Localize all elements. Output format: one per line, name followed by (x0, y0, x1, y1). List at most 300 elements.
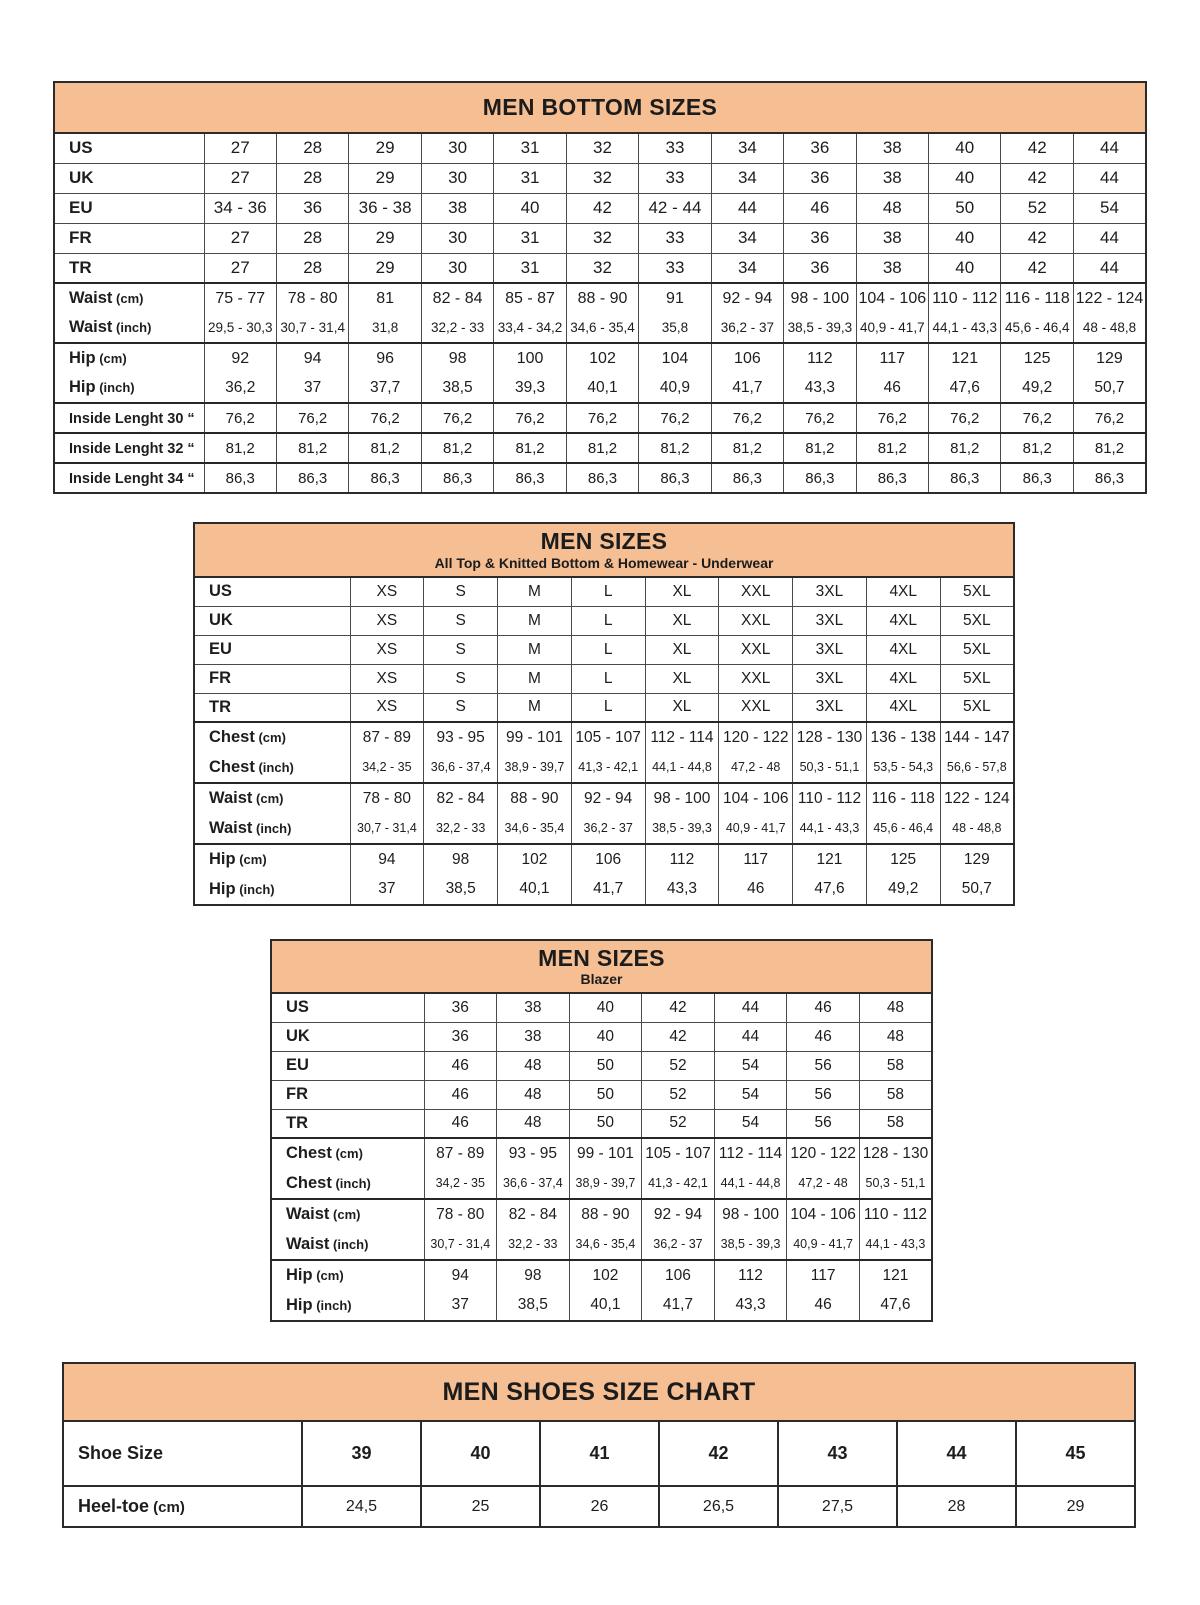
row-label: FR (54, 223, 204, 253)
table-cell: 25 (421, 1486, 540, 1527)
table-cell: 44 (1073, 223, 1146, 253)
row-label: Hip (cm) (194, 844, 350, 874)
table-cell: 37 (350, 874, 424, 905)
table-cell: 40 (494, 193, 566, 223)
table-cell: 48 - 48,8 (1073, 313, 1146, 343)
table-cell: 86,3 (929, 463, 1001, 493)
table-row (54, 313, 1146, 343)
table-cell: 3XL (793, 606, 867, 635)
table-row (54, 373, 1146, 403)
table-cell: 4XL (866, 693, 940, 722)
table-cell: 47,6 (859, 1290, 932, 1321)
table-cell: 120 - 122 (719, 722, 793, 752)
table-cell: 76,2 (1001, 403, 1073, 433)
table-cell: 44,1 - 43,3 (929, 313, 1001, 343)
table-cell: 35,8 (639, 313, 711, 343)
table-cell: 110 - 112 (793, 783, 867, 813)
table-cell: XL (645, 635, 719, 664)
table-cell: 49,2 (866, 874, 940, 905)
table-cell: 86,3 (784, 463, 856, 493)
table-cell: 44 (897, 1421, 1016, 1486)
table-subtitle: All Top & Knitted Bottom & Homewear - Underwear (434, 554, 774, 571)
table-cell: 36,6 - 37,4 (497, 1168, 570, 1199)
table-cell: 99 - 101 (498, 722, 572, 752)
table-title: MEN SHOES SIZE CHART (442, 1377, 756, 1406)
row-label: Chest (inch) (209, 757, 294, 776)
table-cell: 29 (349, 223, 421, 253)
table-cell: 43,3 (645, 874, 719, 905)
table-row (194, 722, 1014, 752)
table-cell: 37 (424, 1290, 497, 1321)
table-cell: 116 - 118 (866, 783, 940, 813)
table-cell: 76,2 (421, 403, 493, 433)
table-cell: 121 (793, 844, 867, 874)
table-header (54, 82, 1146, 133)
row-label: Waist (inch) (209, 818, 292, 837)
table-row (271, 1199, 932, 1229)
table-cell: 44 (1073, 163, 1146, 193)
table-cell: 26 (540, 1486, 659, 1527)
table-cell: 3XL (793, 635, 867, 664)
table-cell: 40,9 (639, 373, 711, 403)
table-cell: 47,6 (793, 874, 867, 905)
row-label: Chest (cm) (271, 1138, 424, 1168)
table-cell: 110 - 112 (929, 283, 1001, 313)
table-cell: 100 (494, 343, 566, 373)
table-cell: 42 (659, 1421, 778, 1486)
table-cell: 96 (349, 343, 421, 373)
table-cell: 94 (350, 844, 424, 874)
table-cell: 37 (276, 373, 348, 403)
table-header-row (194, 523, 1014, 577)
table-cell: XS (350, 664, 424, 693)
table-cell: XL (645, 693, 719, 722)
row-label: Hip (inch) (69, 378, 135, 396)
table-cell: 34 (711, 163, 783, 193)
table-cell: 99 - 101 (569, 1138, 642, 1168)
table-cell: 33 (639, 223, 711, 253)
table-cell: 29 (349, 253, 421, 283)
table-cell: 27 (204, 163, 276, 193)
table-cell: 52 (642, 1080, 715, 1109)
table-row (54, 463, 1146, 493)
row-label: TR (194, 693, 350, 722)
table-header (194, 523, 1014, 577)
table-cell: 104 - 106 (719, 783, 793, 813)
row-label: US (194, 577, 350, 606)
table-cell: 94 (276, 343, 348, 373)
table-cell: 44,1 - 43,3 (793, 813, 867, 844)
table-cell: 4XL (866, 606, 940, 635)
table-cell: 5XL (940, 693, 1014, 722)
row-label: US (271, 993, 424, 1022)
table-cell: 50,7 (1073, 373, 1146, 403)
table-row (63, 1421, 1135, 1486)
table-cell: 40,9 - 41,7 (856, 313, 928, 343)
table-cell: 58 (859, 1080, 932, 1109)
table-cell: 30,7 - 31,4 (424, 1229, 497, 1260)
table-cell: 28 (276, 223, 348, 253)
table-cell: 36,2 - 37 (571, 813, 645, 844)
table-cell: 32,2 - 33 (424, 813, 498, 844)
table-cell: 3XL (793, 577, 867, 606)
table-cell: L (571, 664, 645, 693)
table-cell: 105 - 107 (571, 722, 645, 752)
table-cell: 54 (714, 1080, 787, 1109)
table-cell: 36,6 - 37,4 (424, 752, 498, 783)
table-title: MEN BOTTOM SIZES (482, 94, 718, 121)
table-cell: 81,2 (784, 433, 856, 463)
table-cell: M (498, 606, 572, 635)
table-cell: 30,7 - 31,4 (350, 813, 424, 844)
table-cell: 33 (639, 133, 711, 163)
table-cell: 31 (494, 223, 566, 253)
table-cell: 46 (787, 1290, 860, 1321)
table-cell: M (498, 693, 572, 722)
table-cell: 38 (421, 193, 493, 223)
table-cell: 50 (569, 1109, 642, 1138)
table-cell: 76,2 (639, 403, 711, 433)
table-cell: 31 (494, 253, 566, 283)
table-cell: 40 (569, 1022, 642, 1051)
row-label: US (54, 133, 204, 163)
table-cell: 76,2 (856, 403, 928, 433)
table-cell: 44 (1073, 133, 1146, 163)
table-cell: 76,2 (1073, 403, 1146, 433)
table-cell: 5XL (940, 635, 1014, 664)
table-cell: 45,6 - 46,4 (866, 813, 940, 844)
table-cell: 81 (349, 283, 421, 313)
table-cell: M (498, 577, 572, 606)
row-label: Waist (cm) (194, 783, 350, 813)
men-shoes-table (62, 1362, 1136, 1528)
row-label: Waist (cm) (271, 1199, 424, 1229)
table-cell: 76,2 (276, 403, 348, 433)
row-label: Waist (inch) (69, 318, 152, 336)
table-cell: 44 (714, 993, 787, 1022)
table-row (271, 1229, 932, 1260)
table-cell: 87 - 89 (350, 722, 424, 752)
table-cell: 112 - 114 (714, 1138, 787, 1168)
table-cell: 39,3 (494, 373, 566, 403)
table-cell: 46 (787, 1022, 860, 1051)
table-cell: 86,3 (494, 463, 566, 493)
table-cell: 76,2 (784, 403, 856, 433)
table-cell: 34,6 - 35,4 (498, 813, 572, 844)
table-cell: L (571, 577, 645, 606)
row-label: Chest (cm) (194, 722, 350, 752)
table-cell: 36 - 38 (349, 193, 421, 223)
table-cell: 81,2 (421, 433, 493, 463)
table-row (54, 133, 1146, 163)
table-cell: 48 (859, 993, 932, 1022)
table-cell: 32,2 - 33 (497, 1229, 570, 1260)
table-cell: 36 (276, 193, 348, 223)
row-label: EU (194, 635, 350, 664)
table-cell: 3XL (793, 664, 867, 693)
table-cell: 46 (424, 1109, 497, 1138)
row-label: EU (54, 193, 204, 223)
table-row (271, 1290, 932, 1321)
table-cell: 54 (714, 1109, 787, 1138)
table-cell: 32 (566, 133, 638, 163)
table-cell: 29 (349, 163, 421, 193)
table-cell: 81,2 (856, 433, 928, 463)
table-cell: 50,3 - 51,1 (793, 752, 867, 783)
table-cell: 27 (204, 223, 276, 253)
table-cell: 42 (1001, 163, 1073, 193)
table-cell: XS (350, 635, 424, 664)
table-cell: 125 (1001, 343, 1073, 373)
table-row (271, 1080, 932, 1109)
table-cell: 42 (1001, 133, 1073, 163)
table-cell: 38,5 (424, 874, 498, 905)
men-sizes-top-table (193, 522, 1015, 906)
table-row (194, 783, 1014, 813)
table-cell: 42 (642, 993, 715, 1022)
table-cell: 128 - 130 (793, 722, 867, 752)
table-cell: 86,3 (421, 463, 493, 493)
table-cell: 45 (1016, 1421, 1135, 1486)
table-cell: 56,6 - 57,8 (940, 752, 1014, 783)
table-cell: 38 (856, 253, 928, 283)
table-cell: 31 (494, 133, 566, 163)
table-cell: 104 (639, 343, 711, 373)
table-cell: 85 - 87 (494, 283, 566, 313)
table-cell: 33 (639, 253, 711, 283)
table-cell: 38,5 - 39,3 (645, 813, 719, 844)
table-cell: 40,1 (498, 874, 572, 905)
table-row (54, 193, 1146, 223)
table-cell: 47,2 - 48 (719, 752, 793, 783)
table-cell: 120 - 122 (787, 1138, 860, 1168)
table-cell: 76,2 (349, 403, 421, 433)
table-row (54, 403, 1146, 433)
table-row (194, 874, 1014, 905)
table-cell: 42 (1001, 253, 1073, 283)
table-cell: L (571, 693, 645, 722)
table-cell: 30 (421, 133, 493, 163)
table-cell: 38 (856, 223, 928, 253)
table-row (194, 693, 1014, 722)
table-cell: 34,6 - 35,4 (569, 1229, 642, 1260)
table-cell: 29 (1016, 1486, 1135, 1527)
table-cell: 41,7 (642, 1290, 715, 1321)
table-cell: 117 (856, 343, 928, 373)
table-cell: 121 (929, 343, 1001, 373)
table-cell: 88 - 90 (498, 783, 572, 813)
table-cell: XL (645, 664, 719, 693)
table-cell: 46 (424, 1051, 497, 1080)
table-cell: 28 (276, 133, 348, 163)
table-cell: S (424, 664, 498, 693)
table-cell: 52 (642, 1109, 715, 1138)
table-cell: 102 (569, 1260, 642, 1290)
row-label: Heel-toe (cm) (63, 1486, 302, 1527)
table-cell: 36 (784, 223, 856, 253)
row-label: Chest (inch) (286, 1173, 371, 1192)
table-row (194, 577, 1014, 606)
table-cell: 36 (784, 163, 856, 193)
table-cell: 36 (784, 133, 856, 163)
table-title: MEN SIZES (540, 528, 668, 555)
table-cell: 5XL (940, 664, 1014, 693)
table-cell: 92 - 94 (571, 783, 645, 813)
table-cell: 40 (929, 163, 1001, 193)
table-cell: 121 (859, 1260, 932, 1290)
table-cell: 81,2 (349, 433, 421, 463)
table-cell: 43 (778, 1421, 897, 1486)
table-cell: 52 (642, 1051, 715, 1080)
table-cell: 40,9 - 41,7 (787, 1229, 860, 1260)
table-cell: 43,3 (714, 1290, 787, 1321)
table-cell: 38,5 (421, 373, 493, 403)
table-cell: 129 (1073, 343, 1146, 373)
table-cell: 50 (569, 1080, 642, 1109)
table-cell: 94 (424, 1260, 497, 1290)
table-cell: 75 - 77 (204, 283, 276, 313)
table-cell: XS (350, 606, 424, 635)
table-cell: 44 (711, 193, 783, 223)
table-cell: XXL (719, 635, 793, 664)
table-row (54, 433, 1146, 463)
table-cell: 27,5 (778, 1486, 897, 1527)
table-cell: 128 - 130 (859, 1138, 932, 1168)
table-cell: 38,9 - 39,7 (569, 1168, 642, 1199)
table-cell: 86,3 (1001, 463, 1073, 493)
table-row (271, 1051, 932, 1080)
table-cell: 30 (421, 223, 493, 253)
table-cell: 28 (276, 163, 348, 193)
table-cell: XXL (719, 577, 793, 606)
table-cell: 34,6 - 35,4 (566, 313, 638, 343)
table-cell: 81,2 (1073, 433, 1146, 463)
table-cell: 38,5 - 39,3 (714, 1229, 787, 1260)
row-label: Hip (cm) (54, 343, 204, 373)
table-cell: 38 (497, 1022, 570, 1051)
table-cell: 38 (497, 993, 570, 1022)
table-cell: 56 (787, 1109, 860, 1138)
table-row (271, 1260, 932, 1290)
table-cell: 44 (714, 1022, 787, 1051)
table-cell: XL (645, 606, 719, 635)
table-cell: XXL (719, 664, 793, 693)
table-cell: 44,1 - 44,8 (645, 752, 719, 783)
table-cell: S (424, 693, 498, 722)
row-label: TR (271, 1109, 424, 1138)
table-cell: L (571, 606, 645, 635)
table-cell: 93 - 95 (497, 1138, 570, 1168)
table-cell: 5XL (940, 606, 1014, 635)
table-cell: 34 (711, 223, 783, 253)
table-header-row (271, 940, 932, 993)
table-cell: 26,5 (659, 1486, 778, 1527)
table-cell: 86,3 (204, 463, 276, 493)
table-header-row (54, 82, 1146, 133)
table-cell: 81,2 (639, 433, 711, 463)
table-cell: 38,5 (497, 1290, 570, 1321)
table-cell: 86,3 (639, 463, 711, 493)
table-cell: 38,9 - 39,7 (498, 752, 572, 783)
table-cell: XL (645, 577, 719, 606)
table-cell: 98 - 100 (714, 1199, 787, 1229)
table-cell: 44 (1073, 253, 1146, 283)
table-cell: 81,2 (276, 433, 348, 463)
table-cell: 104 - 106 (856, 283, 928, 313)
table-row (194, 664, 1014, 693)
table-cell: 30 (421, 253, 493, 283)
row-label: FR (194, 664, 350, 693)
table-cell: 36,2 (204, 373, 276, 403)
table-cell: 46 (856, 373, 928, 403)
table-cell: 34 - 36 (204, 193, 276, 223)
table-cell: 49,2 (1001, 373, 1073, 403)
table-cell: 36,2 - 37 (711, 313, 783, 343)
table-cell: 46 (424, 1080, 497, 1109)
table-cell: 32 (566, 253, 638, 283)
table-cell: 76,2 (929, 403, 1001, 433)
table-cell: 38 (856, 163, 928, 193)
table-cell: 44,1 - 43,3 (859, 1229, 932, 1260)
table-cell: 46 (784, 193, 856, 223)
table-cell: 93 - 95 (424, 722, 498, 752)
table-cell: 36 (784, 253, 856, 283)
table-row (194, 813, 1014, 844)
table-cell: M (498, 635, 572, 664)
table-cell: 102 (566, 343, 638, 373)
table-cell: 38 (856, 133, 928, 163)
table-cell: 56 (787, 1080, 860, 1109)
table-cell: 117 (719, 844, 793, 874)
table-cell: 92 (204, 343, 276, 373)
table-cell: 24,5 (302, 1486, 421, 1527)
table-cell: 56 (787, 1051, 860, 1080)
table-cell: 98 (421, 343, 493, 373)
table-cell: 98 - 100 (645, 783, 719, 813)
table-cell: 81,2 (566, 433, 638, 463)
table-cell: XXL (719, 606, 793, 635)
table-cell: 46 (787, 993, 860, 1022)
table-header (63, 1363, 1135, 1421)
table-cell: 76,2 (494, 403, 566, 433)
table-row (54, 163, 1146, 193)
table-cell: S (424, 606, 498, 635)
table-cell: XXL (719, 693, 793, 722)
table-cell: 125 (866, 844, 940, 874)
table-cell: 40 (929, 133, 1001, 163)
men-bottom-sizes-table (53, 81, 1147, 494)
table-cell: 42 (1001, 223, 1073, 253)
table-header (271, 940, 932, 993)
row-label: UK (271, 1022, 424, 1051)
table-cell: 58 (859, 1109, 932, 1138)
table-cell: 76,2 (204, 403, 276, 433)
table-cell: 122 - 124 (940, 783, 1014, 813)
table-cell: 87 - 89 (424, 1138, 497, 1168)
table-cell: 81,2 (494, 433, 566, 463)
table-title: MEN SIZES (538, 944, 665, 971)
table-cell: 48 (497, 1109, 570, 1138)
table-cell: 47,2 - 48 (787, 1168, 860, 1199)
row-label: FR (271, 1080, 424, 1109)
table-cell: 50,3 - 51,1 (859, 1168, 932, 1199)
table-cell: 112 (714, 1260, 787, 1290)
table-cell: 28 (276, 253, 348, 283)
table-cell: S (424, 635, 498, 664)
row-label: Shoe Size (63, 1421, 302, 1486)
table-row (271, 1138, 932, 1168)
table-cell: 78 - 80 (350, 783, 424, 813)
